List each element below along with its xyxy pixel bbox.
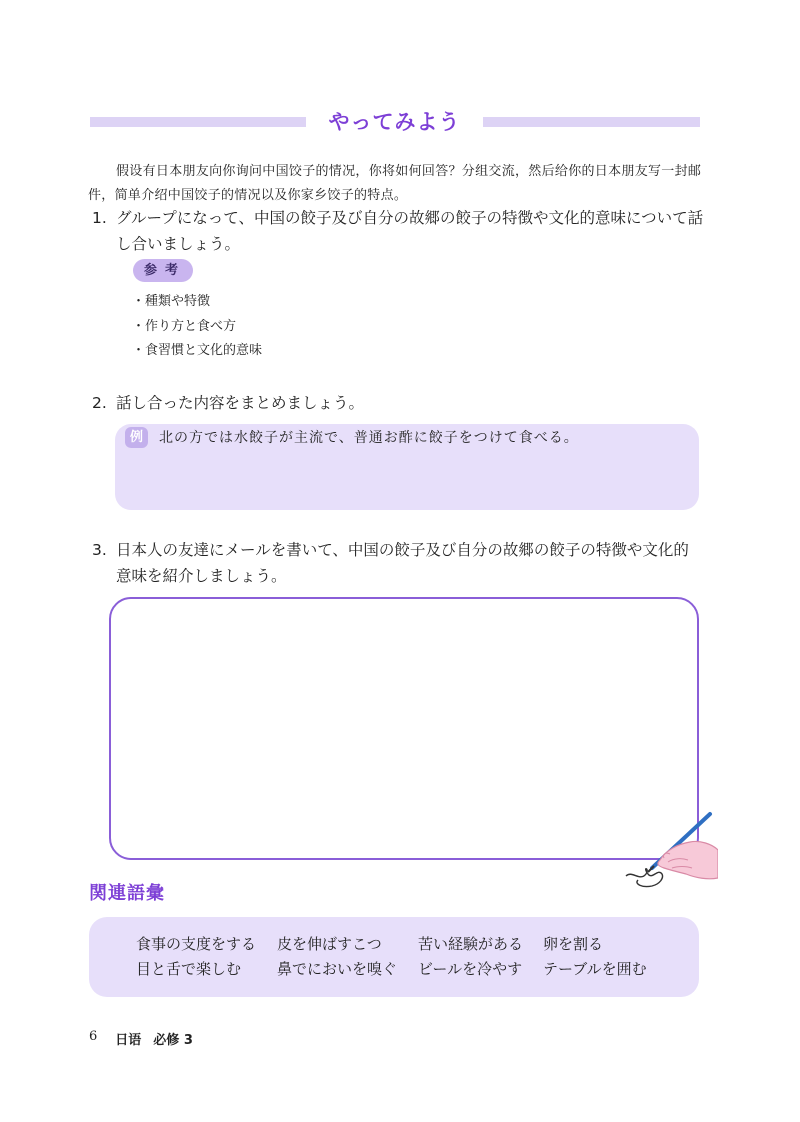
reference-list [132,290,262,364]
vocabulary-item: ビールを冷やす [418,960,523,978]
page-number: 6 [89,1029,98,1044]
vocabulary-item: 食事の支度をする [136,935,257,953]
vocabulary-panel [89,917,699,997]
vocabulary-item: 皮を伸ばすこつ [277,935,382,953]
vocabulary-title: 関連語彙 [89,883,165,904]
task-1 [92,205,704,257]
task-2 [92,390,704,416]
task-2-text: 話し合った内容をまとめましょう。 [116,394,365,412]
page-footer [89,1029,193,1048]
book-title: 日语 [115,1033,142,1048]
vocabulary-item: 目と舌で楽しむ [136,960,242,978]
example-text: 北の方では水餃子が主流で、普通お酢に餃子をつけて食べる。 [159,430,579,446]
email-writing-area[interactable] [109,597,699,860]
reference-item: ・種類や特徴 [132,294,211,309]
task-1-text: グループになって、中国の餃子及び自分の故郷の餃子の特徴や文化的意味について話し合いましょう。 [116,209,704,253]
reference-item: ・食習慣と文化的意味 [132,343,263,358]
vocabulary-item: テーブルを囲む [543,960,647,978]
task-3-text: 日本人の友達にメールを書いて、中国の餃子及び自分の故郷の餃子の特徴や文化的意味を紹介しましょう。 [116,541,689,585]
task-1-number: 1. [92,209,107,227]
task-2-number: 2. [92,394,107,412]
book-volume: 必修 3 [153,1033,193,1048]
vocabulary-item: 苦い経験がある [418,935,524,953]
task-3-number: 3. [92,541,107,559]
reference-badge: 参考 [133,259,193,282]
title-bar-right [483,117,700,127]
task-3 [92,537,704,589]
reference-item: ・作り方と食べ方 [132,318,237,334]
intro-paragraph: 假设有日本朋友向你询问中国饺子的情况，你将如何回答？分组交流，然后给你的日本朋友写一封邮件，简单介绍中国饺子的情况以及你家乡饺子的特点。 [88,164,702,203]
vocabulary-item: 鼻でにおいを嗅ぐ [277,960,398,978]
example-badge: 例 [125,427,148,448]
title-bar-left [90,117,306,127]
vocabulary-item: 卵を割る [543,935,604,953]
hand-writing-icon [612,808,718,900]
section-title: やってみよう [328,110,461,134]
